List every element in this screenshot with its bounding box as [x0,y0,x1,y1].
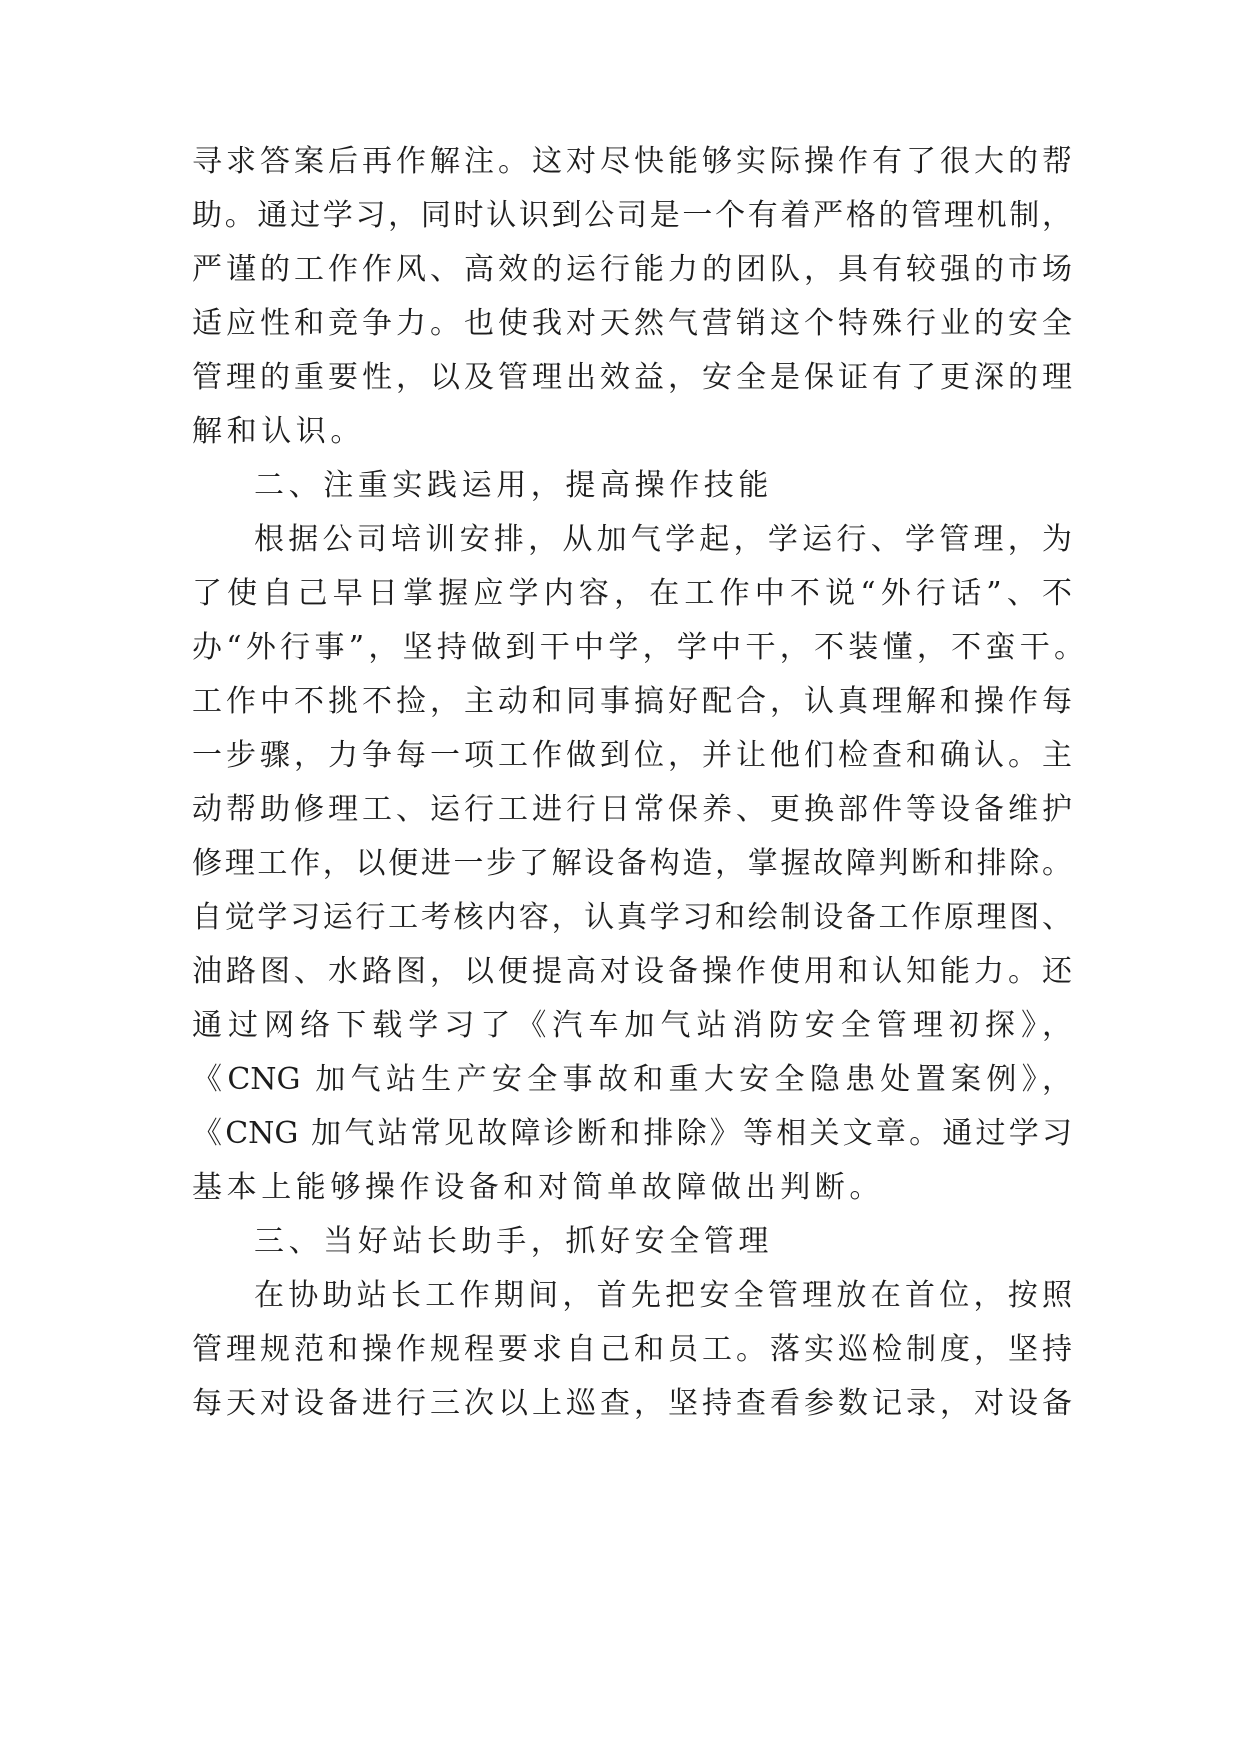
paragraph-line: 根据公司培训安排，从加气学起，学运行、学管理，为 [254,522,1072,557]
paragraph-line: 解和认识。 [192,414,365,449]
paragraph-line: 一步骤，力争每一项工作做到位，并让他们检查和确认。主 [192,738,1072,773]
paragraph-line: 管理规范和操作规程要求自己和员工。落实巡检制度，坚持 [192,1332,1072,1367]
paragraph-line: 每天对设备进行三次以上巡查，坚持查看参数记录，对设备 [192,1386,1072,1421]
paragraph-line: 寻求答案后再作解注。这对尽快能够实际操作有了很大的帮 [192,144,1072,179]
paragraph-line: 了使自己早日掌握应学内容，在工作中不说“外行话”、不 [192,576,1072,611]
section-heading: 二、注重实践运用，提高操作技能 [254,468,773,503]
paragraph-line: 适应性和竞争力。也使我对天然气营销这个特殊行业的安全 [192,306,1072,341]
paragraph-line: 油路图、水路图，以便提高对设备操作使用和认知能力。还 [192,954,1072,989]
paragraph-line: 管理的重要性，以及管理出效益，安全是保证有了更深的理 [192,360,1072,395]
paragraph-line: 办“外行事”，坚持做到干中学，学中干，不装懂，不蛮干。 [192,630,1084,665]
section-heading: 三、当好站长助手，抓好安全管理 [254,1224,773,1259]
paragraph-line: 《CNG 加气站生产安全事故和重大安全隐患处置案例》， [192,1062,1072,1097]
paragraph-line: 在协助站长工作期间，首先把安全管理放在首位，按照 [254,1278,1072,1313]
paragraph-line: 通过网络下载学习了《汽车加气站消防安全管理初探》， [192,1008,1072,1043]
paragraph-line: 工作中不挑不捡，主动和同事搞好配合，认真理解和操作每 [192,684,1072,719]
paragraph-line: 基本上能够操作设备和对简单故障做出判断。 [192,1170,884,1205]
paragraph-line: 修理工作，以便进一步了解设备构造，掌握故障判断和排除。 [192,846,1072,881]
paragraph-line: 严谨的工作作风、高效的运行能力的团队，具有较强的市场 [192,252,1072,287]
paragraph-line: 动帮助修理工、运行工进行日常保养、更换部件等设备维护 [192,792,1072,827]
paragraph-line: 助。通过学习，同时认识到公司是一个有着严格的管理机制， [192,198,1072,233]
paragraph-line: 自觉学习运行工考核内容，认真学习和绘制设备工作原理图、 [192,900,1072,935]
paragraph-line: 《CNG 加气站常见故障诊断和排除》等相关文章。通过学习 [192,1116,1072,1151]
